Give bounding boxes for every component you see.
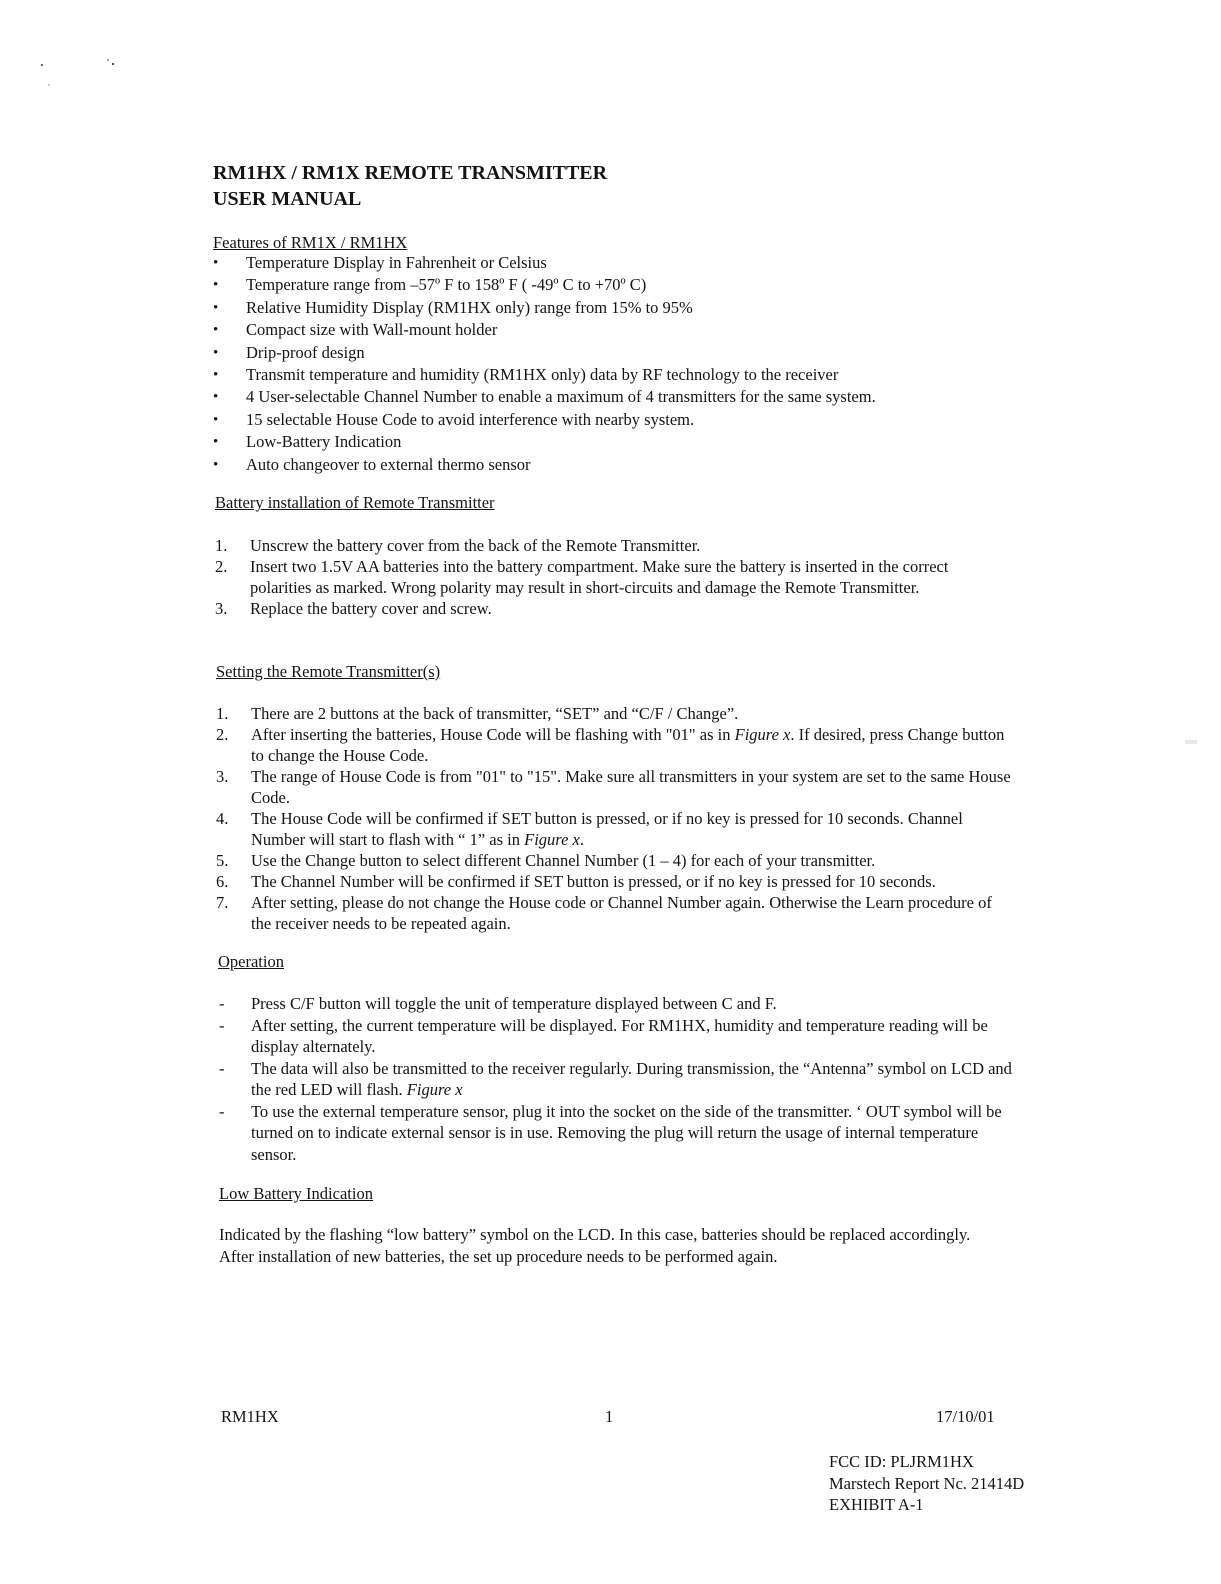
operation-list bbox=[219, 993, 1019, 1165]
list-item: • 4 User-selectable Channel Number to enable a maximum of 4 transmitters for the same system. bbox=[213, 386, 876, 408]
list-item: • 15 selectable House Code to avoid interference with nearby system. bbox=[213, 409, 876, 431]
fcc-id: FCC ID: PLJRM1HX bbox=[829, 1452, 974, 1471]
operation-heading: Operation bbox=[218, 952, 284, 971]
setting-steps bbox=[216, 703, 1016, 934]
list-item: • Low-Battery Indication bbox=[213, 431, 876, 453]
footer-date: 17/10/01 bbox=[936, 1407, 995, 1426]
list-item: • Compact size with Wall-mount holder bbox=[213, 319, 876, 341]
features-heading: Features of RM1X / RM1HX bbox=[213, 233, 408, 252]
list-item: • Temperature range from –57º F to 158º F ( -49º C to +70º C) bbox=[213, 274, 876, 296]
exhibit-label: EXHIBIT A-1 bbox=[829, 1495, 924, 1514]
title-line-2: USER MANUAL bbox=[213, 188, 362, 210]
list-item: 2. Insert two 1.5V AA batteries into the battery compartment. Make sure the battery is inserted in the correct polarities as marked. Wrong polarity may result in short-circuits and damage the Remote Transmitter. bbox=[215, 557, 949, 597]
list-item: • Transmit temperature and humidity (RM1HX only) data by RF technology to the receiver bbox=[213, 364, 876, 386]
list-item: 7. After setting, please do not change the House code or Channel Number again. Otherwise the Learn procedure of the receiver needs to be repeated again. bbox=[216, 893, 992, 933]
battery-heading: Battery installation of Remote Transmitter bbox=[215, 493, 495, 512]
list-item: - The data will also be transmitted to the receiver regularly. During transmission, the “Antenna” symbol on LCD and the red LED will flash. Figure x bbox=[219, 1058, 1019, 1101]
list-item: - Press C/F button will toggle the unit of temperature displayed between C and F. bbox=[219, 993, 1019, 1015]
list-item: 3. The range of House Code is from "01" to "15". Make sure all transmitters in your system are set to the same House Code. bbox=[216, 767, 1011, 807]
list-item: 1. Unscrew the battery cover from the back of the Remote Transmitter. bbox=[215, 536, 701, 555]
title-line-1: RM1HX / RM1X REMOTE TRANSMITTER bbox=[213, 162, 608, 184]
list-item: 5. Use the Change button to select different Channel Number (1 – 4) for each of your transmitter. bbox=[216, 851, 876, 870]
page-number: 1 bbox=[605, 1407, 614, 1426]
list-item: • Temperature Display in Fahrenheit or Celsius bbox=[213, 252, 876, 274]
report-number: Marstech Report Nc. 21414D bbox=[829, 1473, 1025, 1493]
battery-steps bbox=[215, 535, 975, 619]
scan-specks bbox=[38, 55, 128, 95]
features-list bbox=[213, 252, 876, 476]
list-item: 2. After inserting the batteries, House Code will be flashing with "01" as in Figure x. If desired, press Change button to change the House Code. bbox=[216, 725, 1005, 765]
list-item: 1. There are 2 buttons at the back of transmitter, “SET” and “C/F / Change”. bbox=[216, 704, 739, 723]
footer-model: RM1HX bbox=[221, 1407, 279, 1426]
list-item: 3. Replace the battery cover and screw. bbox=[215, 599, 492, 618]
list-item: • Auto changeover to external thermo sensor bbox=[213, 454, 876, 476]
document-title bbox=[213, 160, 607, 212]
low-battery-heading: Low Battery Indication bbox=[219, 1184, 373, 1203]
list-item: 6. The Channel Number will be confirmed if SET button is pressed, or if no key is pressed for 10 seconds. bbox=[216, 872, 936, 891]
scan-edge-speck bbox=[1185, 740, 1197, 744]
list-item: 4. The House Code will be confirmed if SET button is pressed, or if no key is pressed for 10 seconds. Channel Number will start to flash with “ 1” as in Figure x. bbox=[216, 809, 963, 849]
list-item: • Relative Humidity Display (RM1HX only) range from 15% to 95% bbox=[213, 297, 876, 319]
setting-heading: Setting the Remote Transmitter(s) bbox=[216, 662, 441, 681]
list-item: - To use the external temperature sensor, plug it into the socket on the side of the transmitter. ‘ OUT symbol will be turned on to indicate external sensor is in use. Removing the plug will return the usage of internal temperature sensor. bbox=[219, 1101, 1019, 1166]
list-item: - After setting, the current temperature will be displayed. For RM1HX, humidity and temperature reading will be display alternately. bbox=[219, 1015, 1019, 1058]
fcc-block bbox=[829, 1451, 1024, 1516]
list-item: • Drip-proof design bbox=[213, 342, 876, 364]
low-battery-text: Indicated by the flashing “low battery” symbol on the LCD. In this case, batteries should be replaced accordingly. After installation of new batteries, the set up procedure needs to be performed again. bbox=[219, 1225, 971, 1266]
